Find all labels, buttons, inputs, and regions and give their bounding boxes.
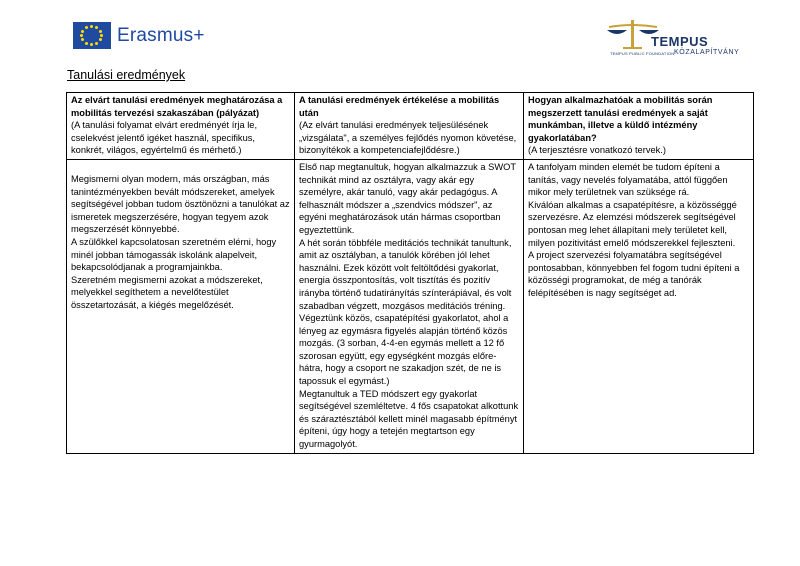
cell-expected-outcomes — [67, 159, 295, 453]
header-title: Hogyan alkalmazhatóak a mobilitás során megszerzett tanulási eredmények a saját munkámban, illetve a küldő intézmény gyakorlatában? — [528, 95, 713, 143]
paragraph: Szeretném megismerni azokat a módszereket, melyekkel segíthetem a nevelőtestület összetartozását, a kiégés megelőzését. — [71, 274, 263, 310]
learning-outcomes-table — [66, 92, 754, 454]
erasmus-logo — [73, 22, 205, 49]
cell-evaluation — [295, 159, 524, 453]
tempus-logo-text: TEMPUS — [651, 34, 709, 49]
tempus-logo — [603, 18, 740, 58]
paragraph: A hét során többféle meditációs technikát tanultunk, amit az osztályban, a tanulók körében jól lehet használni. Ezek között volt feltöltődési gyakorlat, energia összpontosítás, volt tisztítás és pozitív irányba történő tudatirányítás színterápiával, és volt szabadban végzett, mozgásos meditációs tréning. — [299, 237, 512, 311]
header-cell-expected-outcomes — [67, 93, 295, 160]
header-note: (A terjesztésre vonatkozó tervek.) — [528, 145, 666, 156]
paragraph: Kiválóan alkalmas a csapatépítésre, a közösséggé szervezésre. Az elemzési módszerek segítségével pontosan meg lehet állapítani mely területet kell, milyen pozitivitást emelő módszerekkel fejleszteni. — [528, 199, 737, 248]
header-note: (Az elvárt tanulási eredmények teljesülésének „vizsgálata", a személyes fejlődés nyomon követése, bizonyítékok a kompetenciafejlődésre.) — [299, 120, 517, 156]
table-header-row — [67, 93, 754, 160]
paragraph: A szülőkkel kapcsolatosan szeretném elérni, hogy minél jobban támogassák iskolánk alapelveit, bekapcsolódjanak a programjainkba. — [71, 236, 277, 273]
page-title: Tanulási eredmények — [67, 68, 186, 82]
header-title: A tanulási eredmények értékelése a mobilitás után — [299, 95, 500, 118]
paragraph: Megtanultuk a TED módszert egy gyakorlat segítségével szemléltetve. 4 fős csapatokat alkottunk és száraztésztából kellett minél magasabb építményt építeni, úgy hogy a tetején megtartson egy gyurmagolyót. — [299, 388, 519, 450]
paragraph: Első nap megtanultuk, hogyan alkalmazzuk a SWOT technikát mind az osztályra, vagy akár egy személyre, akár tanuló, vagy akár pedagógus. A felhasznált módszer a „szendvics módszer", az egyéni meghatározások után hármas csoportban egyeztettünk. — [299, 161, 516, 235]
eu-flag-icon — [73, 22, 111, 49]
header-title: Az elvárt tanulási eredmények meghatározása a mobilitás tervezési szakaszában (pályázat) — [71, 95, 283, 118]
tempus-logo-subtitle-right: KÖZALAPÍTVÁNY — [674, 49, 740, 56]
table-row — [67, 159, 754, 453]
paragraph: A project szervezési folyamatábra segítségével pontosabban, könnyebben fel fogom tudni építeni a közösségi programokat, de még a tanórák felépítésében is nagy segítséget ad. — [528, 250, 740, 298]
header-cell-evaluation — [295, 93, 524, 160]
tempus-logo-subtitle: TEMPUS PUBLIC FOUNDATION — [610, 51, 675, 56]
header-note: (A tanulási folyamat elvárt eredményét írja le, cselekvést jelentő igéket használ, specifikus, konkrét, világos, egyértelmű és mérhető.) — [71, 120, 258, 156]
paragraph: Végeztünk közös, csapatépítési gyakorlatot, ahol a lényeg az egymásra figyelés alapján történő közös mozgás. (3 sorban, 4-4-en egymás mellett a 12 fő szorosan együtt, egy egységként mozgás előre-hátra, hogy a csoport ne szakadjon szét, de ne is tapossuk el egymást.) — [299, 313, 509, 387]
paragraph: A tanfolyam minden elemét be tudom építeni a tanítás, vagy nevelés folyamatába, attól függően mikor mely területnek van szüksége rá. — [528, 161, 728, 198]
erasmus-logo-text: Erasmus+ — [117, 24, 205, 46]
paragraph: Megismerni olyan modern, más országban, más tanintézményekben bevált módszereket, amelyek segítségével jobban tudom ösztönözni a tanulókat az ismeretek megszerzésére, hogyan tegyem azok megszerzését könnyebbé. — [71, 173, 290, 235]
header-cell-application — [524, 93, 754, 160]
spacer — [71, 161, 290, 173]
cell-application — [524, 159, 754, 453]
